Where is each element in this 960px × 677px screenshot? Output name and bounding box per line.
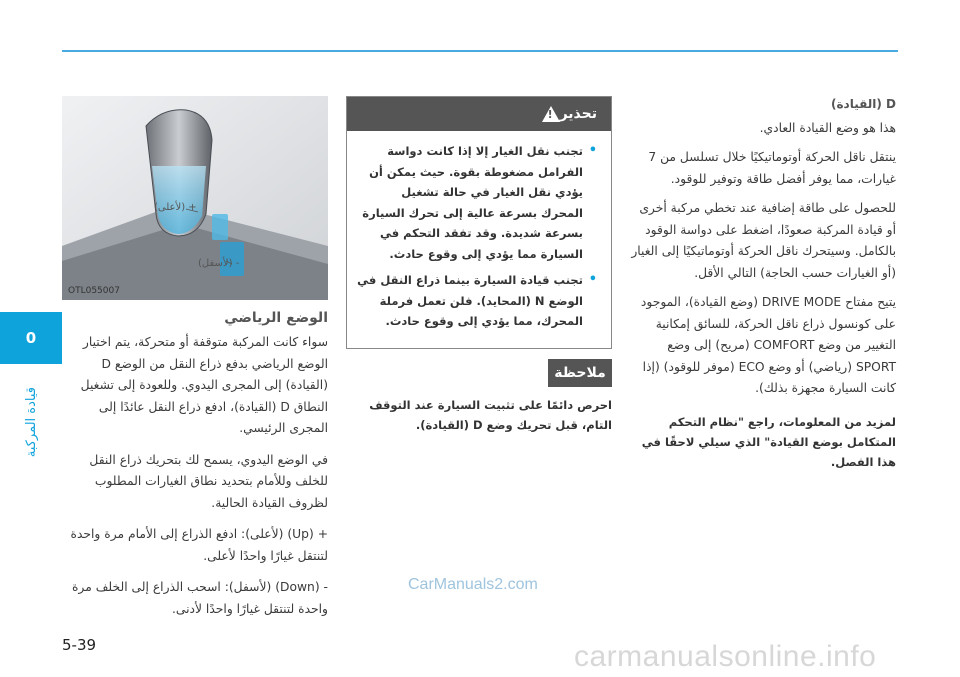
drive-subheading: D (القيادة) — [830, 97, 896, 111]
middle-column — [346, 96, 612, 435]
caution-body — [347, 131, 611, 348]
caution-title: تحذير — [559, 106, 597, 122]
paragraph: + (Up) (لأعلى): ادفع الذراع إلى الأمام مرة واحدة لتنتقل غيارًا واحدًا لأعلى. — [70, 527, 328, 563]
section-tab — [0, 312, 62, 364]
paragraph: سواء كانت المركبة متوقفة أو متحركة، يتم اختيار الوضع الرياضي بدفع ذراع النقل من الوضع D (القيادة) إلى المجرى اليدوي. وللعودة إلى تشغيل النطاق D (القيادة)، ادفع ذراع النقل عائدًا إلى المجرى الرئيسي. — [80, 335, 328, 435]
section-title: قيادة المركبة — [23, 386, 39, 458]
notice-text: احرص دائمًا على تثبيت السيارة عند التوقف التام، قبل تحريك وضع D (القيادة). — [369, 397, 612, 432]
right-column — [630, 94, 896, 472]
watermark-site: carmanualsonline.info — [574, 640, 877, 673]
watermark-carmanuals: CarManuals2.com — [408, 576, 538, 593]
left-column — [62, 96, 328, 630]
paragraph: في الوضع اليدوي، يسمح لك بتحريك ذراع النقل للخلف وللأمام بتحديد نطاق الغيارات المطلوب لظروف القيادة الحالية. — [89, 452, 328, 510]
caution-box — [346, 96, 612, 349]
caution-item: • تجنب نقل الغيار إلا إذا كانت دواسة الفرامل مضغوطة بقوة. حيث يمكن أن يؤدي نقل الغيار في حالة تشغيل المحرك بسرعة عالية إلى تحرك السيارة بسرعة شديدة. وقد تفقد التحكم في السيارة مما يؤدي إلى وقوع حادث. — [357, 141, 583, 264]
label-down: - (لأسفل) — [198, 258, 240, 269]
figure-code: OTL055007 — [68, 286, 120, 296]
drive-mode-note: لمزيد من المعلومات، راجع "نظام التحكم المتكامل بوضع القيادة" الذي سيلي لاحقًا في هذا الفصل. — [641, 414, 896, 469]
section-number: 0 — [25, 329, 37, 347]
shift-lever-illustration — [62, 96, 328, 300]
caution-header — [347, 97, 611, 131]
warning-triangle-icon — [542, 106, 560, 122]
caution-list — [357, 141, 599, 332]
caution-item: • تجنب قيادة السيارة بينما ذراع النقل في الوضع N (المحايد). فلن تعمل فرملة المحرك، مما يؤدي إلى وقوع حادث. — [357, 270, 583, 332]
paragraph: يتيح مفتاح DRIVE MODE (وضع القيادة)، الموجود على كونسول ذراع ناقل الحركة، للسائق إمكانية التغيير من وضع COMFORT (مريح) إلى وضع SPORT (رياضي) أو وضع ECO (موفر للوقود) (إذا كانت السيارة مجهزة بذلك). — [640, 295, 896, 395]
sport-mode-heading: الوضع الرياضي — [224, 310, 328, 326]
label-up: + (لأعلى) — [154, 202, 197, 213]
shift-lever-figure — [62, 96, 328, 300]
notice-title: ملاحظة — [554, 364, 606, 381]
page-number: 5-39 — [62, 636, 97, 654]
section-side-label — [16, 372, 46, 472]
sport-mode-section — [62, 310, 328, 620]
paragraph: هذا هو وضع القيادة العادي. — [759, 120, 896, 135]
notice-tab — [548, 359, 612, 387]
header-rule — [62, 50, 898, 52]
paragraph: ينتقل ناقل الحركة أوتوماتيكيًا خلال تسلسل من 7 غيارات، مما يوفر أفضل طاقة وتوفير للوقود. — [648, 150, 896, 186]
paragraph: للحصول على طاقة إضافية عند تخطي مركبة أخرى أو قيادة المركبة صعودًا، اضغط على دواسة الوقود بالكامل. وسيتحرك ناقل الحركة أوتوماتيكيًا إلى الغيار (أو الغيارات حسب الحاجة) التالي الأقل. — [631, 201, 896, 280]
paragraph: - (Down) (لأسفل): اسحب الذراع إلى الخلف مرة واحدة لتنتقل غيارًا واحدًا لأدنى. — [71, 580, 328, 616]
